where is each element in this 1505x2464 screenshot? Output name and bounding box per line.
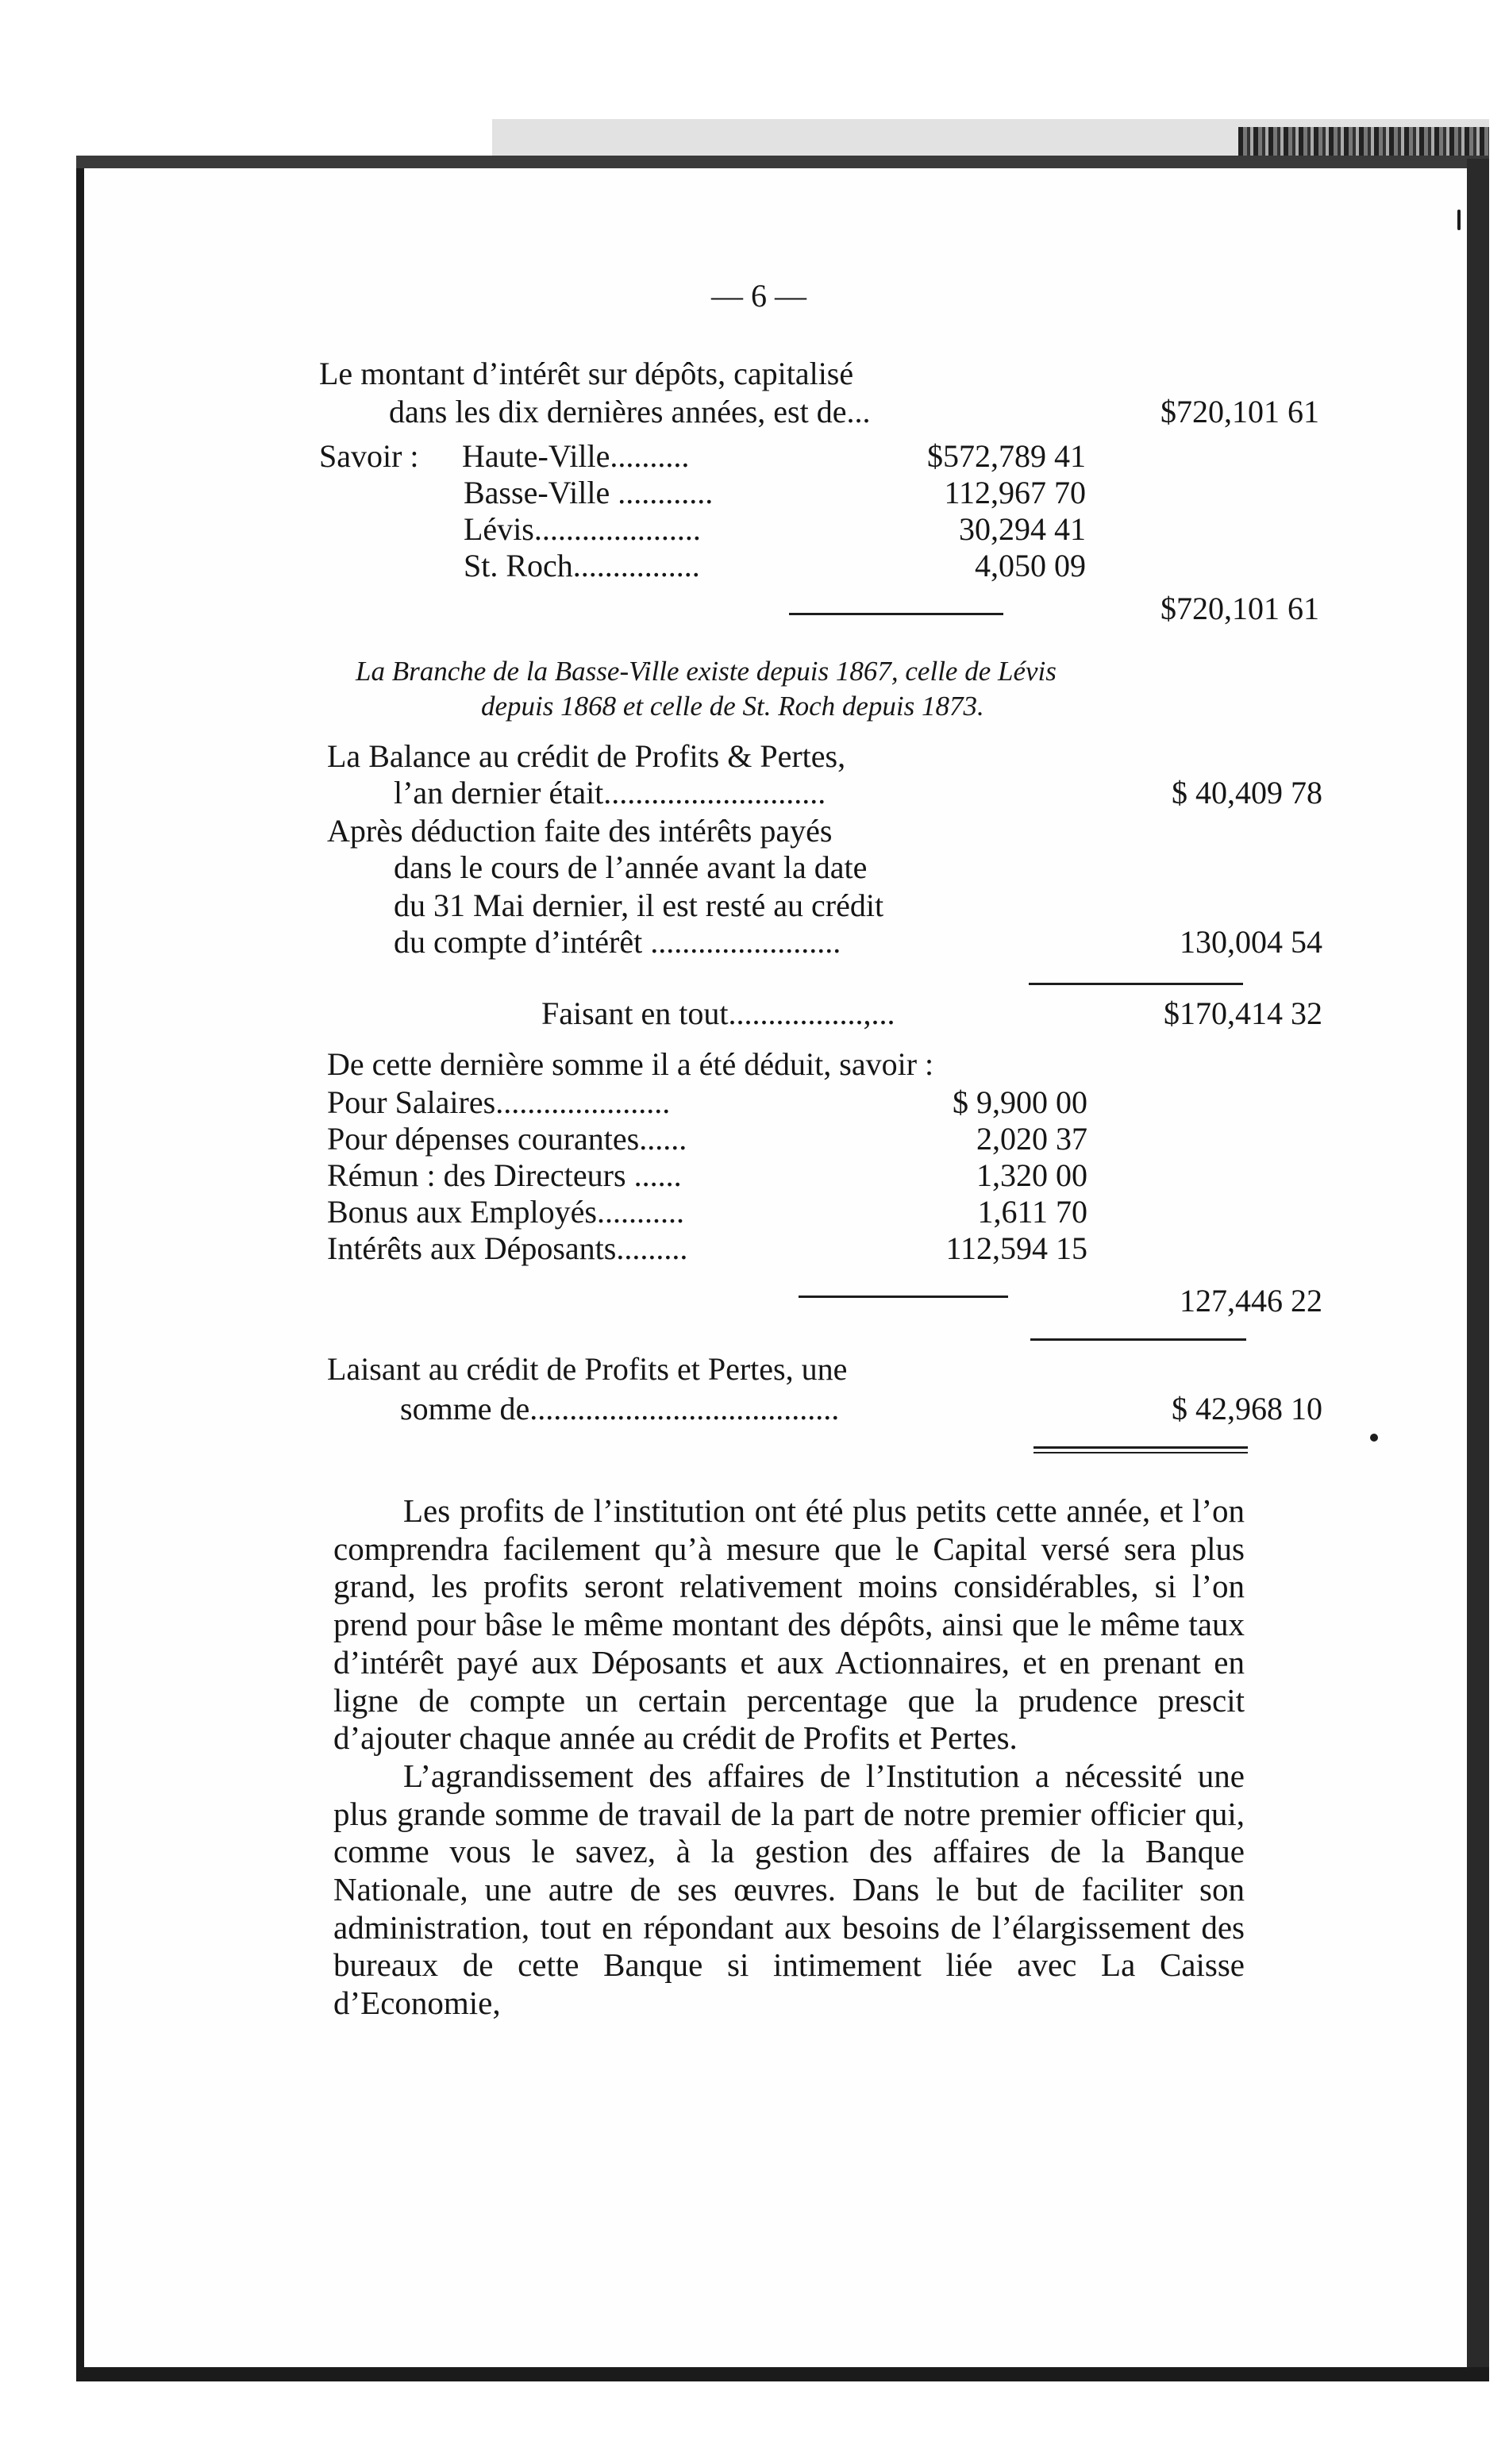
remaining-amount: $ 42,968 10	[1172, 1391, 1322, 1426]
remaining-double-rule-top	[1033, 1446, 1248, 1449]
breakdown-label-haute-ville: Haute-Ville..........	[462, 438, 690, 474]
breakdown-amount-haute-ville: $572,789 41	[927, 438, 1086, 474]
deductions-rule	[799, 1296, 1008, 1298]
deduction-label-deposants: Intérêts aux Déposants.........	[327, 1230, 688, 1266]
deduction-label-depenses: Pour dépenses courantes......	[327, 1121, 687, 1157]
branch-note-line-1: La Branche de la Basse-Ville existe depuis 1867, celle de Lévis	[356, 656, 1057, 687]
deduction-label-bonus: Bonus aux Employés...........	[327, 1194, 684, 1230]
deduction-amount-deposants: 112,594 15	[945, 1230, 1087, 1266]
balance-line-2: l’an dernier était............................	[394, 775, 826, 810]
scan-speck	[1457, 210, 1461, 230]
breakdown-rule	[789, 613, 1003, 615]
document-page	[84, 168, 1467, 2367]
deduction-amount-directeurs: 1,320 00	[976, 1157, 1087, 1193]
deductions-lead: De cette dernière somme il a été déduit, savoir :	[327, 1046, 934, 1082]
scan-speck	[1370, 1434, 1378, 1442]
breakdown-amount-basse-ville: 112,967 70	[944, 475, 1086, 510]
body-text	[333, 1492, 1245, 2023]
branch-note-line-2: depuis 1868 et celle de St. Roch depuis 1873.	[481, 691, 984, 722]
intro-total: $720,101 61	[1161, 394, 1319, 429]
balance-line-6: du compte d’intérêt ........................	[394, 924, 841, 960]
balance-amount-interest: 130,004 54	[1180, 924, 1322, 960]
balance-rule	[1029, 983, 1243, 985]
scan-left-edge	[76, 168, 84, 2375]
intro-line-1: Le montant d’intérêt sur dépôts, capitalisé	[319, 356, 854, 391]
breakdown-label-st-roch: St. Roch................	[464, 548, 700, 583]
balance-line-3: Après déduction faite des intérêts payés	[327, 813, 833, 849]
deduction-label-directeurs: Rémun : des Directeurs ......	[327, 1157, 682, 1193]
breakdown-label-levis: Lévis.....................	[464, 511, 701, 547]
deductions-total: 127,446 22	[1180, 1283, 1322, 1319]
scan-bottom-edge	[76, 2367, 1489, 2381]
breakdown-amount-st-roch: 4,050 09	[975, 548, 1086, 583]
deduction-amount-bonus: 1,611 70	[977, 1194, 1087, 1230]
balance-line-4: dans le cours de l’année avant la date	[394, 849, 868, 885]
breakdown-label-basse-ville: Basse-Ville ............	[464, 475, 714, 510]
paragraph-agrandissement: L’agrandissement des affaires de l’Institution a nécessité une plus grande somme de travail de la part de notre premier officier qui, comme vous le savez, à la gestion des affaires de la Banque Nationale, une autre de ses œuvres. Dans le but de faciliter son administration, tout en répondant aux besoins de l’élargissement des bureaux de cette Banque si intimement liée avec La Caisse d’Economie,	[333, 1757, 1245, 2022]
scan-top-edge	[76, 156, 1489, 168]
deduction-amount-salaires: $ 9,900 00	[953, 1084, 1087, 1120]
page-number: — 6 —	[711, 278, 806, 314]
deductions-total-rule	[1030, 1338, 1246, 1341]
scan-right-edge	[1467, 159, 1489, 2381]
paragraph-profits: Les profits de l’institution ont été plus petits cette année, et l’on comprendra facilement qu’à mesure que le Capital versé sera plus grand, les profits seront relativement moins considérables, si l’on prend pour bâse le même montant des dépôts, ainsi que le même taux d’intérêt payé aux Déposants et aux Actionnaires, et en prenant en ligne de compte un certain percentage que la prudence prescit d’ajouter chaque année au crédit de Profits et Pertes.	[333, 1492, 1245, 1757]
intro-line-2: dans les dix dernières années, est de...	[389, 394, 871, 429]
deduction-label-salaires: Pour Salaires......................	[327, 1084, 671, 1120]
breakdown-lead: Savoir :	[319, 438, 419, 474]
remaining-line-2: somme de.......................................	[400, 1391, 840, 1426]
balance-sum-amount: $170,414 32	[1164, 995, 1322, 1031]
balance-amount-previous: $ 40,409 78	[1172, 775, 1322, 810]
balance-line-1: La Balance au crédit de Profits & Pertes,	[327, 738, 846, 774]
remaining-double-rule-bottom	[1033, 1452, 1248, 1453]
balance-line-5: du 31 Mai dernier, il est resté au crédit	[394, 887, 884, 923]
deduction-amount-depenses: 2,020 37	[976, 1121, 1087, 1157]
remaining-line-1: Laisant au crédit de Profits et Pertes, une	[327, 1351, 848, 1387]
breakdown-amount-levis: 30,294 41	[959, 511, 1086, 547]
balance-sum-label: Faisant en tout.................,...	[541, 995, 895, 1031]
breakdown-total: $720,101 61	[1161, 591, 1319, 626]
